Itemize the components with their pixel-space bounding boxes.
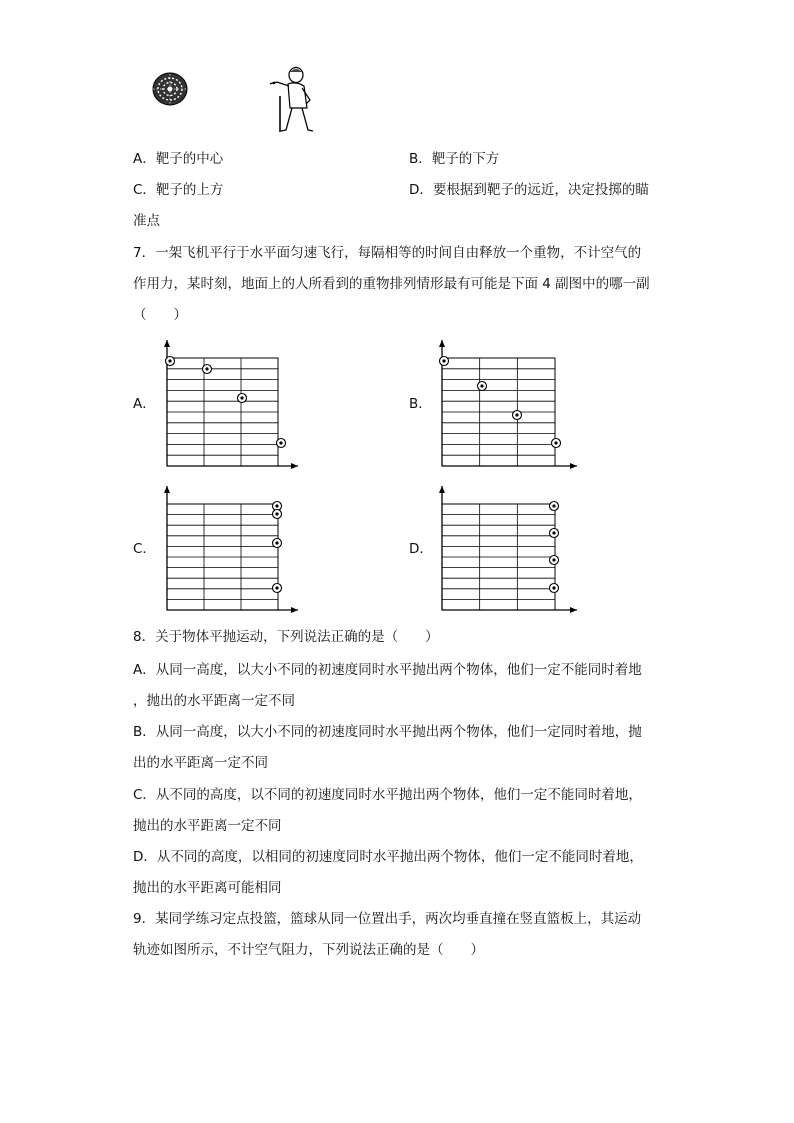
falling-object-center	[552, 531, 555, 534]
q7-stem-line2: 作用力，某时刻，地面上的人所看到的重物排列情形最有可能是下面 4 副图中的哪一副	[133, 276, 650, 292]
falling-object-center	[275, 541, 278, 544]
q9-stem-line2: 轨迹如图所示，不计空气阻力，下列说法正确的是（ ）	[133, 942, 484, 958]
q6-option-a[interactable]: A．靶子的中心	[133, 151, 224, 167]
falling-object-center	[552, 558, 555, 561]
falling-object-center	[480, 384, 483, 387]
thrower-figure	[266, 66, 322, 136]
x-axis-arrow	[570, 607, 577, 613]
dartboard-figure	[150, 72, 190, 106]
q8-option-b-cont: 出的水平距离一定不同	[133, 755, 268, 771]
q6-option-b[interactable]: B．靶子的下方	[409, 151, 500, 167]
q8-option-d[interactable]: D．从不同的高度，以相同的初速度同时水平抛出两个物体，他们一定不能同时着地，	[133, 849, 643, 865]
falling-object-center	[279, 441, 282, 444]
falling-object-center	[168, 359, 171, 362]
falling-object-center	[205, 367, 208, 370]
q7-graph-b-label[interactable]: B．	[409, 396, 432, 412]
q8-stem: 8．关于物体平抛运动，下列说法正确的是（ ）	[133, 629, 439, 645]
q7-stem-line3: （ ）	[133, 307, 187, 323]
y-axis-arrow	[439, 340, 445, 347]
falling-object-center	[275, 586, 278, 589]
x-axis-arrow	[291, 607, 298, 613]
falling-object-center	[240, 396, 243, 399]
q7-graph-d-label[interactable]: D．	[409, 541, 433, 557]
falling-object-center	[554, 441, 557, 444]
q8-option-c-cont: 抛出的水平距离一定不同	[133, 818, 282, 834]
q7-stem-line1: 7．一架飞机平行于水平面匀速飞行，每隔相等的时间自由释放一个重物，不计空气的	[133, 245, 642, 261]
q9-stem-line1: 9．某同学练习定点投篮，篮球从同一位置出手，两次均垂直撞在竖直篮板上，其运动	[133, 911, 642, 927]
q7-graph-d	[435, 482, 580, 616]
x-axis-arrow	[291, 463, 298, 469]
y-axis-arrow	[439, 486, 445, 493]
falling-object-center	[442, 359, 445, 362]
q8-option-a-cont: ，抛出的水平距离一定不同	[133, 693, 295, 709]
q7-graph-a	[160, 336, 300, 472]
q6-option-c[interactable]: C．靶子的上方	[133, 182, 224, 198]
q7-graph-c-label[interactable]: C．	[133, 541, 156, 557]
falling-object-center	[515, 413, 518, 416]
falling-object-center	[275, 512, 278, 515]
q8-option-c[interactable]: C．从不同的高度，以不同的初速度同时水平抛出两个物体，他们一定不能同时着地，	[133, 787, 642, 803]
y-axis-arrow	[164, 486, 170, 493]
q6-option-d[interactable]: D．要根据到靶子的远近，决定投掷的瞄	[409, 182, 649, 198]
q7-graph-a-label[interactable]: A．	[133, 396, 156, 412]
x-axis-arrow	[570, 463, 577, 469]
q8-option-d-cont: 抛出的水平距离可能相同	[133, 880, 282, 896]
q8-option-b[interactable]: B．从同一高度，以大小不同的初速度同时水平抛出两个物体，他们一定同时着地，抛	[133, 724, 642, 740]
q6-option-d-cont: 准点	[133, 213, 160, 229]
falling-object-center	[275, 504, 278, 507]
y-axis-arrow	[164, 340, 170, 347]
falling-object-center	[552, 586, 555, 589]
q8-option-a[interactable]: A．从同一高度，以大小不同的初速度同时水平抛出两个物体，他们一定不能同时着地	[133, 662, 642, 678]
falling-object-center	[552, 504, 555, 507]
q7-graph-b	[435, 336, 580, 472]
q7-graph-c	[160, 482, 300, 616]
